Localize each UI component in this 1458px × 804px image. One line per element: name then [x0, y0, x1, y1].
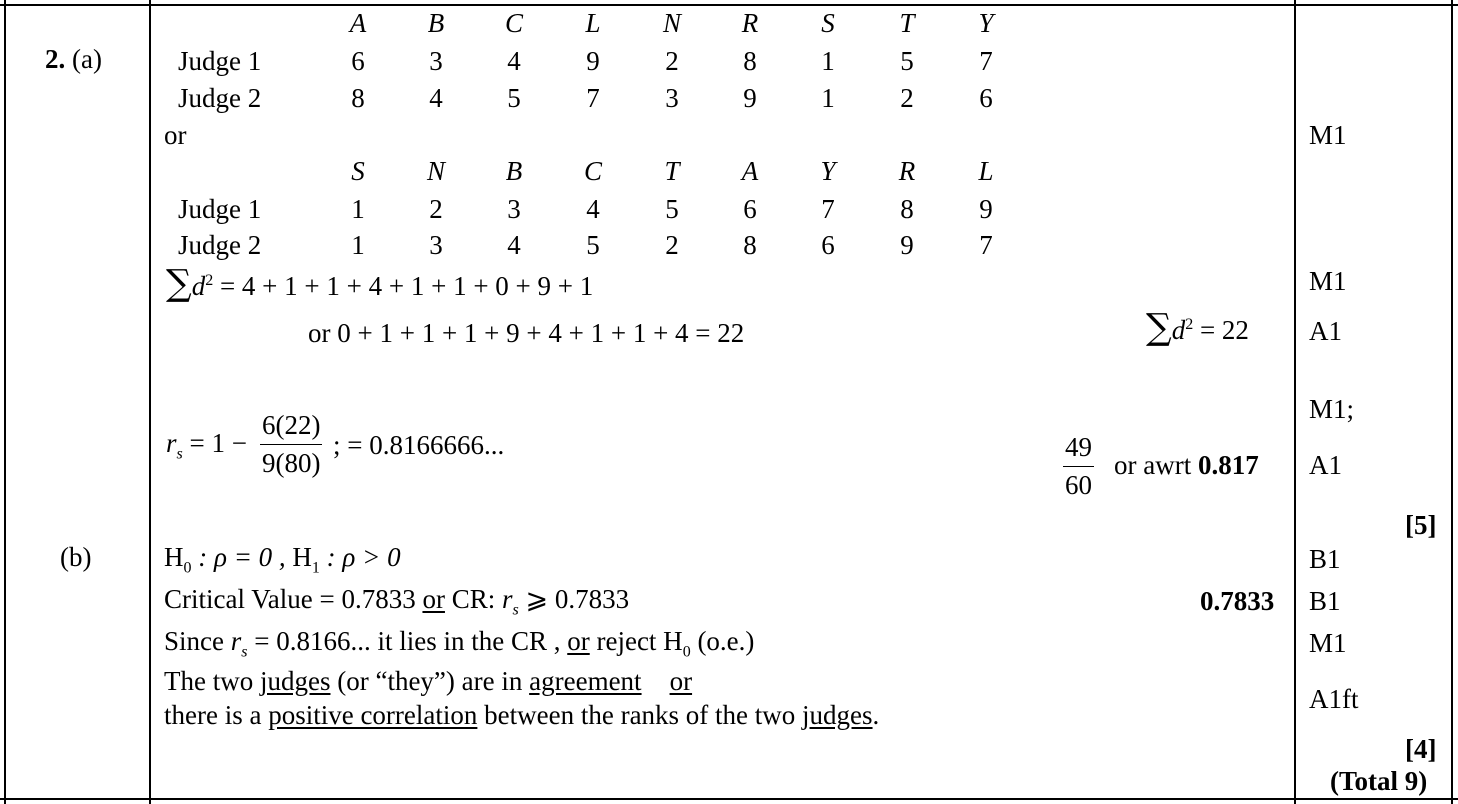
rank-cell: 2	[665, 230, 679, 260]
letter-cell: L	[978, 156, 994, 186]
rank-cell: 7	[586, 83, 600, 113]
rank-cell: 3	[429, 46, 443, 76]
rank-cell: 3	[507, 194, 521, 224]
rank-cell: 4	[507, 46, 521, 76]
mark-a-4: M1;	[1309, 394, 1355, 424]
sum-answer	[1146, 307, 1249, 348]
fraction-denominator: 60	[1065, 470, 1092, 500]
letter-cell: C	[583, 156, 602, 186]
letter-cell: S	[351, 156, 365, 186]
s-subscript: s	[176, 445, 183, 463]
rank-cell: 5	[900, 46, 914, 76]
since-mid: = 0.8166... it lies in the CR ,	[247, 626, 568, 656]
s-subscript: s	[241, 643, 248, 661]
sum-alt-line: or 0 + 1 + 1 + 1 + 9 + 4 + 1 + 1 + 4 = 22	[308, 318, 745, 348]
judges-underlined: judges	[802, 700, 873, 730]
mark-a-2: M1	[1309, 266, 1347, 296]
or-underlined: or	[669, 666, 693, 696]
table2-judge2-row	[0, 232, 1458, 262]
bottom-border	[0, 798, 1458, 800]
rank-cell: 7	[979, 230, 993, 260]
letter-cell: A	[349, 8, 367, 38]
table2-judge1-label: Judge 1	[178, 194, 262, 224]
mark-b-2: B1	[1309, 586, 1341, 616]
total-b: [4]	[1405, 734, 1437, 764]
table1-judge1-label: Judge 1	[178, 46, 262, 76]
rank-cell: 1	[351, 194, 365, 224]
h0-symbol: H	[164, 542, 184, 572]
awrt-value: 0.817	[1197, 450, 1259, 480]
letter-cell: B	[505, 156, 523, 186]
rs-prefix: = 1 −	[189, 428, 247, 458]
letter-cell: R	[898, 156, 916, 186]
cr-text: CR:	[444, 584, 502, 614]
since-end: (o.e.)	[690, 626, 755, 656]
table1-judge1-row	[0, 48, 1458, 78]
table1-judge2-row	[0, 85, 1458, 115]
rs-result: ; = 0.8166666...	[333, 430, 505, 460]
awrt-text: or awrt	[1114, 450, 1192, 480]
rank-cell: 2	[429, 194, 443, 224]
rank-cell: 5	[507, 83, 521, 113]
critical-value-line	[164, 584, 630, 619]
fraction-numerator: 6(22)	[260, 410, 322, 445]
h1-symbol: H	[292, 542, 312, 572]
conclusion-text: (or “they”) are in	[330, 666, 530, 696]
d-variable: d	[191, 271, 206, 301]
rank-cell: 3	[665, 83, 679, 113]
letter-cell: R	[741, 8, 759, 38]
r-symbol: r	[230, 626, 242, 656]
letter-cell: N	[662, 8, 681, 38]
rs-answer-fraction	[1063, 432, 1094, 501]
top-border	[0, 4, 1458, 6]
conclusion-line-1	[164, 668, 692, 695]
total-a: [5]	[1405, 510, 1437, 540]
r-symbol: r	[501, 584, 513, 614]
rank-cell: 4	[586, 194, 600, 224]
rank-cell: 1	[821, 46, 835, 76]
rank-cell: 6	[979, 83, 993, 113]
sum-expression: = 4 + 1 + 1 + 4 + 1 + 1 + 0 + 9 + 1	[219, 271, 594, 301]
sigma-symbol: ∑	[166, 263, 192, 304]
h0-statement: : ρ = 0 ,	[198, 542, 286, 572]
conclusion-text: there is a	[164, 700, 269, 730]
fraction-numerator: 49	[1063, 432, 1094, 467]
letter-cell: T	[664, 156, 680, 186]
mark-a-1: M1	[1309, 120, 1347, 150]
power: 2	[205, 272, 214, 289]
h0-subscript: 0	[682, 643, 691, 661]
h1-subscript: 1	[311, 559, 320, 577]
question-divider	[149, 0, 151, 804]
rank-cell: 7	[979, 46, 993, 76]
table1-letters	[0, 10, 1458, 40]
conclusion-line-2	[164, 702, 879, 729]
table2-letters	[0, 158, 1458, 188]
mark-a-5: A1	[1309, 450, 1342, 480]
judges-underlined: judges	[259, 666, 331, 696]
sum-value: = 22	[1199, 315, 1249, 345]
rank-cell: 4	[507, 230, 521, 260]
letter-cell: A	[741, 156, 759, 186]
table2-judge1-row	[0, 196, 1458, 226]
letter-cell: C	[504, 8, 523, 38]
rank-cell: 5	[665, 194, 679, 224]
letter-cell: S	[821, 8, 835, 38]
question-number: 2.	[45, 44, 66, 74]
rank-cell: 2	[665, 46, 679, 76]
reject-text: reject H	[589, 626, 683, 656]
rank-cell: 9	[586, 46, 600, 76]
or-underlined: or	[567, 626, 590, 656]
rs-answer	[1114, 452, 1259, 479]
table2-judge2-label: Judge 2	[178, 230, 262, 260]
rank-cell: 8	[743, 46, 757, 76]
conclusion-text: between the ranks of the two	[477, 700, 803, 730]
part-a-label: (a)	[72, 44, 102, 74]
or-label: or	[164, 120, 187, 150]
rank-cell: 4	[429, 83, 443, 113]
power: 2	[1185, 316, 1194, 333]
cr-value: ⩾ 0.7833	[518, 584, 630, 614]
mark-b-3: M1	[1309, 628, 1347, 658]
rank-cell: 6	[821, 230, 835, 260]
sigma-symbol: ∑	[1146, 307, 1172, 348]
rs-formula	[166, 428, 247, 463]
letter-cell: B	[427, 8, 445, 38]
table1-judge2-label: Judge 2	[178, 83, 262, 113]
marks-divider	[1294, 0, 1296, 804]
letter-cell: L	[585, 8, 601, 38]
since-line	[164, 626, 755, 661]
rank-cell: 1	[351, 230, 365, 260]
rs-fraction	[260, 410, 322, 479]
rank-cell: 1	[821, 83, 835, 113]
conclusion-text: The two	[164, 666, 260, 696]
hypotheses-line	[164, 542, 401, 577]
mark-b-1: B1	[1309, 544, 1341, 574]
total-marks: (Total 9)	[1330, 766, 1428, 796]
letter-cell: N	[426, 156, 445, 186]
h1-statement: : ρ > 0	[326, 542, 401, 572]
rank-cell: 8	[900, 194, 914, 224]
letter-cell: Y	[820, 156, 836, 186]
mark-b-4: A1ft	[1309, 684, 1359, 714]
h0-subscript: 0	[183, 559, 192, 577]
rank-cell: 6	[351, 46, 365, 76]
positive-correlation-underlined: positive correlation	[268, 700, 478, 730]
rank-cell: 9	[900, 230, 914, 260]
rank-cell: 2	[900, 83, 914, 113]
part-b-label: (b)	[60, 542, 92, 572]
or-underlined: or	[422, 584, 445, 614]
left-border	[4, 0, 6, 804]
rank-cell: 3	[429, 230, 443, 260]
d-variable: d	[1171, 315, 1186, 345]
critical-text: Critical Value = 0.7833	[164, 584, 423, 614]
mark-a-3: A1	[1309, 316, 1342, 346]
right-border	[1451, 0, 1453, 804]
rank-cell: 9	[743, 83, 757, 113]
conclusion-text: .	[872, 700, 880, 730]
rank-cell: 6	[743, 194, 757, 224]
rank-cell: 5	[586, 230, 600, 260]
rank-cell: 8	[351, 83, 365, 113]
r-symbol: r	[166, 428, 177, 458]
rank-cell: 7	[821, 194, 835, 224]
since-text: Since	[164, 626, 231, 656]
critical-answer: 0.7833	[1200, 586, 1275, 616]
letter-cell: T	[899, 8, 915, 38]
agreement-underlined: agreement	[529, 666, 642, 696]
s-subscript: s	[512, 601, 519, 619]
letter-cell: Y	[978, 8, 994, 38]
rank-cell: 8	[743, 230, 757, 260]
fraction-denominator: 9(80)	[262, 448, 321, 478]
sum-d-squared-line	[166, 263, 594, 304]
rank-cell: 9	[979, 194, 993, 224]
